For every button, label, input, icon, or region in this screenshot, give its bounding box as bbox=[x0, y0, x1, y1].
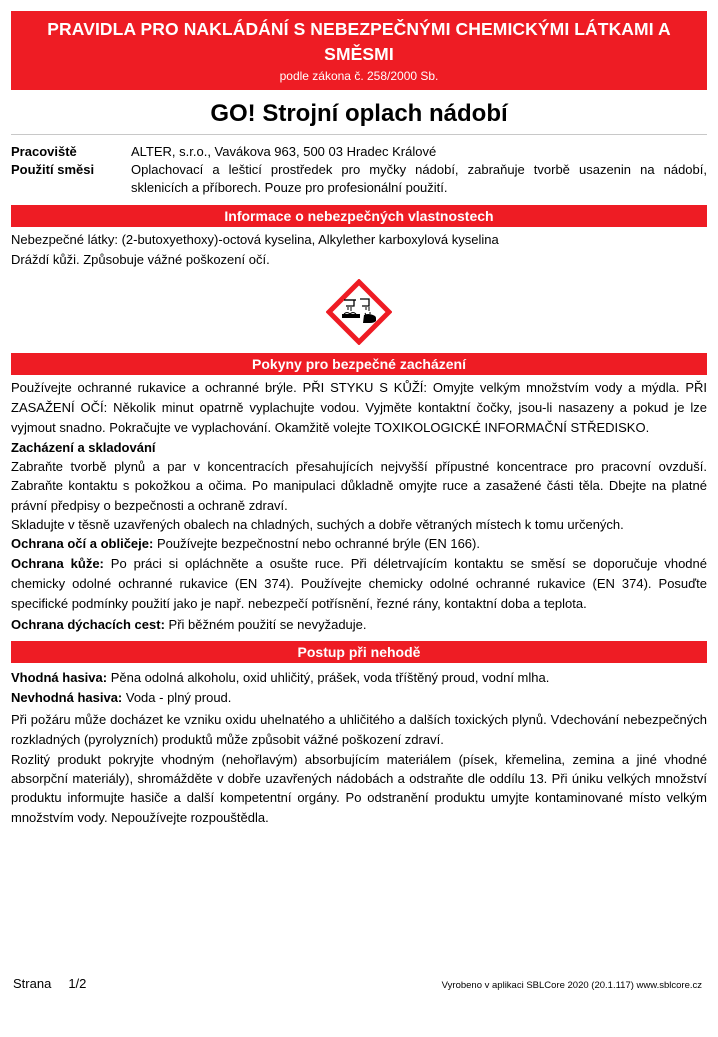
extinguishing-media-label: Vhodná hasiva: bbox=[11, 670, 108, 686]
law-reference: podle zákona č. 258/2000 Sb. bbox=[279, 69, 439, 83]
accident-section-heading: Postup při nehodě bbox=[11, 641, 707, 663]
usage-row bbox=[11, 161, 707, 197]
storage-paragraph-2: Skladujte v těsně uzavřených obalech na chladných, suchých a dobře větraných místech k tomu určených. bbox=[11, 516, 624, 532]
extinguishing-media bbox=[11, 668, 707, 688]
respiratory-protection-label: Ochrana dýchacích cest: bbox=[11, 617, 165, 633]
hazard-section-heading: Informace o nebezpečných vlastnostech bbox=[11, 205, 707, 227]
eye-protection-label: Ochrana očí a obličeje: bbox=[11, 536, 154, 552]
hazard-substances: Nebezpečné látky: (2-butoxyethoxy)-octová kyselina, Alkylether karboxylová kyselina bbox=[11, 232, 499, 247]
skin-protection bbox=[11, 554, 707, 614]
page-label: Strana bbox=[13, 976, 52, 991]
skin-protection-text: Po práci si opláchněte a osušte ruce. Při déletrvajícím kontaktu se směsí se doporučuje vhodné chemicky odolné ochranné rukavice (EN 374). Používejte chemicky odolné ochranné rukavice (EN 374). Posuďte specifické podmínky použití jako je např. nebezpečí potřísnění, řezné rány, kontaktní doba a teplota. bbox=[11, 556, 707, 612]
storage-paragraph-1: Zabraňte tvorbě plynů a par v koncentracích přesahujících nejvyšší přípustné koncentrace pro pracovní ovzduší. Zabraňte kontaktu s pokožkou a očima. Po manipulaci důkladně omyjte ruce a zasažené části těla. Dbejte na platné právní předpisy o bezpečnosti a ochraně zdraví. bbox=[11, 459, 707, 513]
document-page bbox=[11, 11, 707, 827]
workplace-value: ALTER, s.r.o., Vavákova 963, 500 03 Hradec Králové bbox=[131, 144, 437, 159]
storage-heading: Zacházení a skladování bbox=[11, 440, 156, 455]
respiratory-protection-text: Při běžném použití se nevyžaduje. bbox=[164, 617, 367, 633]
hazard-statements: Dráždí kůži. Způsobuje vážné poškození očí. bbox=[11, 252, 270, 267]
page-number: 1/2 bbox=[68, 976, 87, 991]
spill-procedure: Rozlitý produkt pokryjte vhodným (nehořlavým) absorbujícím materiálem (písek, křemelina, zemina a jiné vhodné absorpční materiály), shromážděte v dobře uzavřených nádobách a odstraňte dle oddílu 13. Při úniku velkých množství produktu informujte hasiče a další kompetentní orgány. Po odstranění produktu umyjte kontaminované místo velkým množstvím vody. Nepoužívejte rozpouštědla. bbox=[11, 752, 707, 825]
generator-note: Vyrobeno v aplikaci SBLCore 2020 (20.1.117) www.sblcore.cz bbox=[441, 980, 702, 991]
eye-protection-text: Používejte bezpečnostní nebo ochranné brýle (EN 166). bbox=[153, 536, 480, 552]
respiratory-protection bbox=[11, 615, 707, 635]
corrosion-pictogram-icon bbox=[326, 279, 392, 345]
page-indicator bbox=[13, 976, 86, 991]
accident-section bbox=[11, 668, 707, 827]
skin-protection-label: Ochrana kůže: bbox=[11, 556, 104, 572]
handling-section-heading: Pokyny pro bezpečné zacházení bbox=[11, 353, 707, 375]
info-table bbox=[11, 143, 707, 197]
workplace-label: Pracoviště bbox=[11, 144, 77, 159]
unsuitable-media-label: Nevhodná hasiva: bbox=[11, 690, 123, 706]
fire-hazards: Při požáru může docházet ke vzniku oxidu uhelnatého a uhličitého a dalších toxických plynů. Vdechování nebezpečných rozkladných (pyrolyzních) produktů může způsobit vážné poškození zdraví. bbox=[11, 712, 707, 748]
usage-value: Oplachovací a lešticí prostředek pro myčky nádobí, zabraňuje tvorbě usazenin na nádobí, sklenicích a příborech. Pouze pro profesionální použití. bbox=[131, 162, 707, 195]
document-title: PRAVIDLA PRO NAKLÁDÁNÍ S NEBEZPEČNÝMI CHEMICKÝMI LÁTKAMI A SMĚSMI bbox=[47, 19, 671, 64]
unsuitable-media-text: Voda - plný proud. bbox=[122, 690, 232, 706]
usage-label: Použití směsi bbox=[11, 162, 95, 177]
hazard-section bbox=[11, 230, 707, 270]
pictogram-area bbox=[11, 279, 707, 345]
workplace-row bbox=[11, 143, 707, 161]
extinguishing-media-text: Pěna odolná alkoholu, oxid uhličitý, prášek, voda tříštěný proud, vodní mlha. bbox=[107, 670, 550, 686]
handling-section bbox=[11, 378, 707, 635]
handling-intro: Používejte ochranné rukavice a ochranné brýle. PŘI STYKU S KŮŽÍ: Omyjte velkým množstvím vody a mýdla. PŘI ZASAŽENÍ OČÍ: Několik minut opatrně vyplachujte vodou. Vyjměte kontaktní čočky, jsou-li nasazeny a pokud je lze vyjmout snadno. Pokračujte ve vyplachování. Okamžitě volejte TOXIKOLOGICKÉ INFORMAČNÍ STŘEDISKO. bbox=[11, 380, 707, 435]
unsuitable-media bbox=[11, 688, 707, 708]
eye-protection bbox=[11, 534, 707, 554]
product-name: GO! Strojní oplach nádobí bbox=[11, 94, 707, 135]
title-banner bbox=[11, 11, 707, 90]
